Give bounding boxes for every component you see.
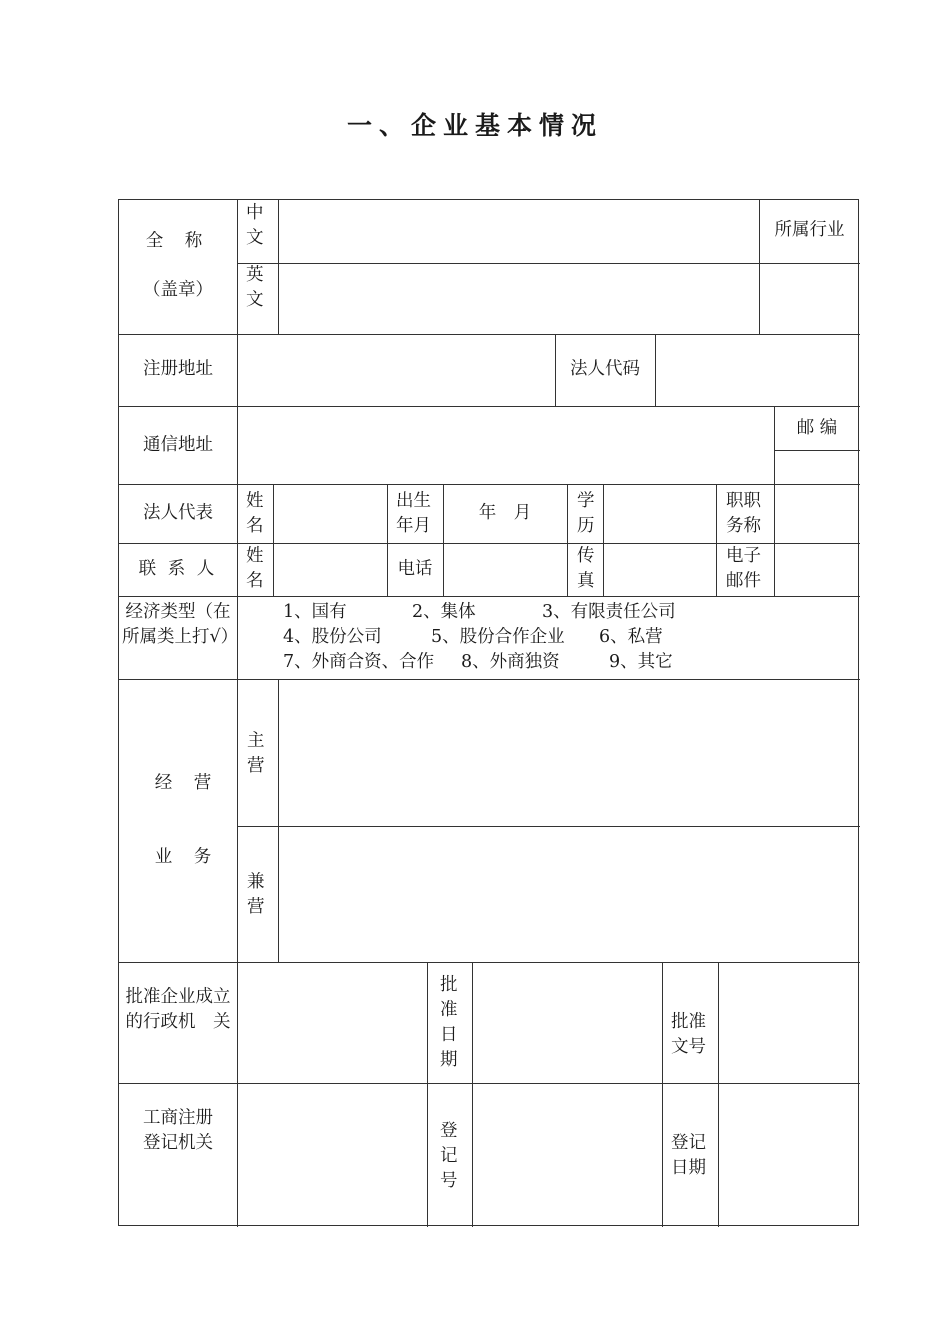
approval-date-input[interactable] — [473, 963, 661, 1082]
approval-authority-input[interactable] — [238, 963, 426, 1082]
email-input[interactable] — [775, 544, 859, 595]
business-label-1: 经 营 — [154, 773, 220, 793]
postcode-label: 邮 编 — [796, 418, 838, 438]
col-divider — [716, 484, 717, 596]
full-name-label: 全 称 — [145, 231, 211, 251]
mail-address-label: 通信地址 — [143, 435, 213, 455]
reg-date-input[interactable] — [719, 1084, 859, 1226]
mail-address-input[interactable] — [238, 407, 773, 483]
main-business-input[interactable] — [279, 680, 859, 825]
approval-authority-label: 批准企业成立的行政机 关 — [125, 987, 231, 1032]
legal-rep-name-input[interactable] — [274, 485, 386, 542]
email-label: 电子邮件 — [726, 546, 761, 591]
registration-authority-label: 工商注册登记机关 — [143, 1108, 213, 1153]
education-input[interactable] — [604, 485, 715, 542]
col-divider — [662, 962, 663, 1227]
economy-option-4[interactable]: 4、股份公司 — [283, 627, 382, 647]
phone-label: 电话 — [397, 559, 433, 579]
economy-option-7[interactable]: 7、外商合资、合作 — [283, 652, 435, 672]
legal-code-label: 法人代码 — [570, 359, 640, 379]
birth-label: 出生年月 — [396, 491, 431, 536]
col-divider — [237, 200, 238, 334]
legal-code-input[interactable] — [656, 335, 859, 405]
col-divider — [427, 962, 428, 1227]
english-label: 英文 — [246, 265, 264, 310]
side-business-input[interactable] — [279, 827, 859, 961]
page-title: 一、企业基本情况 — [346, 111, 603, 140]
business-label-2: 业 务 — [154, 847, 220, 867]
row-divider — [119, 484, 860, 485]
col-divider — [237, 679, 238, 962]
row-divider — [119, 596, 860, 597]
enterprise-info-form — [118, 199, 859, 1226]
economy-option-1[interactable]: 1、国有 — [283, 602, 347, 622]
contact-label: 联 系 人 — [138, 559, 218, 579]
main-business-label: 主营 — [247, 731, 265, 776]
approval-date-label: 批准日期 — [440, 975, 458, 1070]
job-title-input[interactable] — [775, 485, 859, 542]
industry-label: 所属行业 — [774, 220, 845, 240]
contact-name-input[interactable] — [274, 544, 386, 595]
reg-date-label: 登记日期 — [671, 1133, 706, 1178]
economy-type-label: 经济类型（在所属类上打√） — [122, 602, 239, 647]
contact-name-label: 姓名 — [246, 546, 264, 591]
year-month-field[interactable]: 年 月 — [478, 503, 532, 523]
reg-address-input[interactable] — [238, 335, 554, 405]
approval-doc-label: 批准文号 — [671, 1012, 706, 1057]
registration-authority-input[interactable] — [238, 1084, 426, 1226]
seal-label: （盖章） — [143, 280, 213, 300]
economy-option-5[interactable]: 5、股份合作企业 — [431, 627, 565, 647]
chinese-label: 中文 — [246, 203, 264, 248]
education-label: 学历 — [577, 491, 595, 536]
phone-input[interactable] — [444, 544, 566, 595]
economy-option-2[interactable]: 2、集体 — [412, 602, 476, 622]
industry-input[interactable] — [760, 264, 859, 333]
approval-doc-input[interactable] — [719, 963, 859, 1082]
fax-input[interactable] — [604, 544, 715, 595]
economy-option-6[interactable]: 6、私营 — [599, 627, 663, 647]
legal-rep-label: 法人代表 — [143, 503, 213, 523]
economy-option-9[interactable]: 9、其它 — [609, 652, 673, 672]
english-name-input[interactable] — [279, 264, 758, 333]
fax-label: 传真 — [577, 546, 595, 591]
reg-no-label: 登记号 — [440, 1121, 458, 1191]
job-title-label: 职职务称 — [726, 491, 761, 536]
col-divider — [237, 484, 238, 596]
reg-address-label: 注册地址 — [143, 359, 213, 379]
side-business-label: 兼营 — [247, 872, 265, 917]
chinese-name-input[interactable] — [279, 201, 758, 262]
legal-rep-name-label: 姓名 — [246, 491, 264, 536]
economy-option-3[interactable]: 3、有限责任公司 — [542, 602, 676, 622]
economy-option-8[interactable]: 8、外商独资 — [461, 652, 560, 672]
col-divider — [567, 484, 568, 596]
postcode-input[interactable] — [775, 451, 859, 483]
reg-no-input[interactable] — [473, 1084, 661, 1226]
